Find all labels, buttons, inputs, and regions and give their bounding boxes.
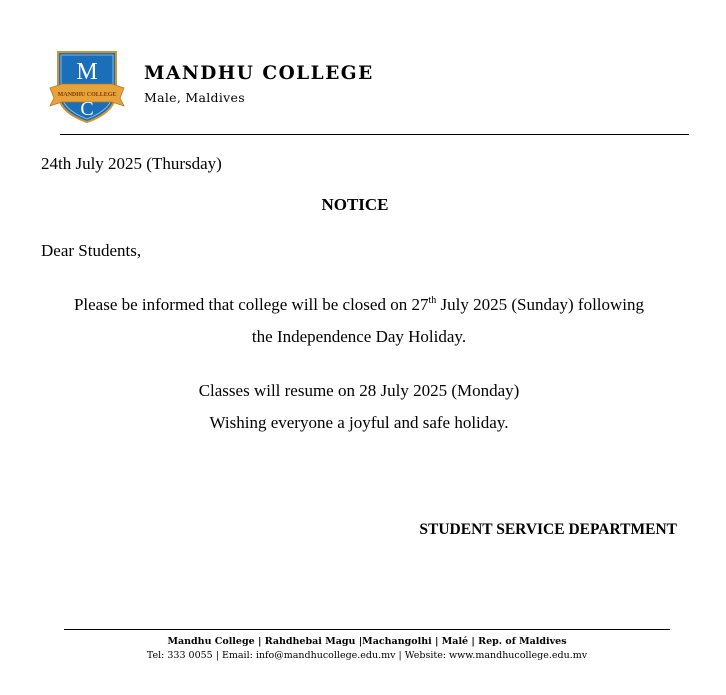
signature-department: STUDENT SERVICE DEPARTMENT <box>419 521 677 538</box>
notice-title: NOTICE <box>321 195 389 214</box>
salutation: Dear Students, <box>41 241 142 260</box>
crest-letter-c: C <box>80 98 94 120</box>
notice-line-1-start: Please be informed that college will be closed on 27 <box>73 295 429 314</box>
ordinal-suffix: th <box>428 295 437 306</box>
crest-letter-m: M <box>76 59 98 85</box>
notice-line-1 <box>0 295 718 315</box>
notice-line-4: Wishing everyone a joyful and safe holiday. <box>209 413 509 432</box>
notice-line-2: the Independence Day Holiday. <box>251 327 467 346</box>
college-location: Male, Maldives <box>144 90 245 105</box>
footer-divider <box>64 629 670 630</box>
college-crest-icon <box>48 48 126 124</box>
header-divider <box>60 134 689 135</box>
notice-date: 24th July 2025 (Thursday) <box>41 154 222 173</box>
college-name: MANDHU COLLEGE <box>144 63 374 84</box>
notice-line-3: Classes will resume on 28 July 2025 (Monday) <box>198 381 520 400</box>
footer-contact: Tel: 333 0055 | Email: info@mandhucollege.edu.mv | Website: www.mandhucollege.edu.mv <box>146 650 588 661</box>
notice-line-1-end: July 2025 (Sunday) following <box>436 295 645 314</box>
crest-banner-text: MANDHU COLLEGE <box>57 92 117 98</box>
footer-address: Mandhu College | Rahdhebai Magu |Machangolhi | Malé | Rep. of Maldives <box>167 636 567 647</box>
